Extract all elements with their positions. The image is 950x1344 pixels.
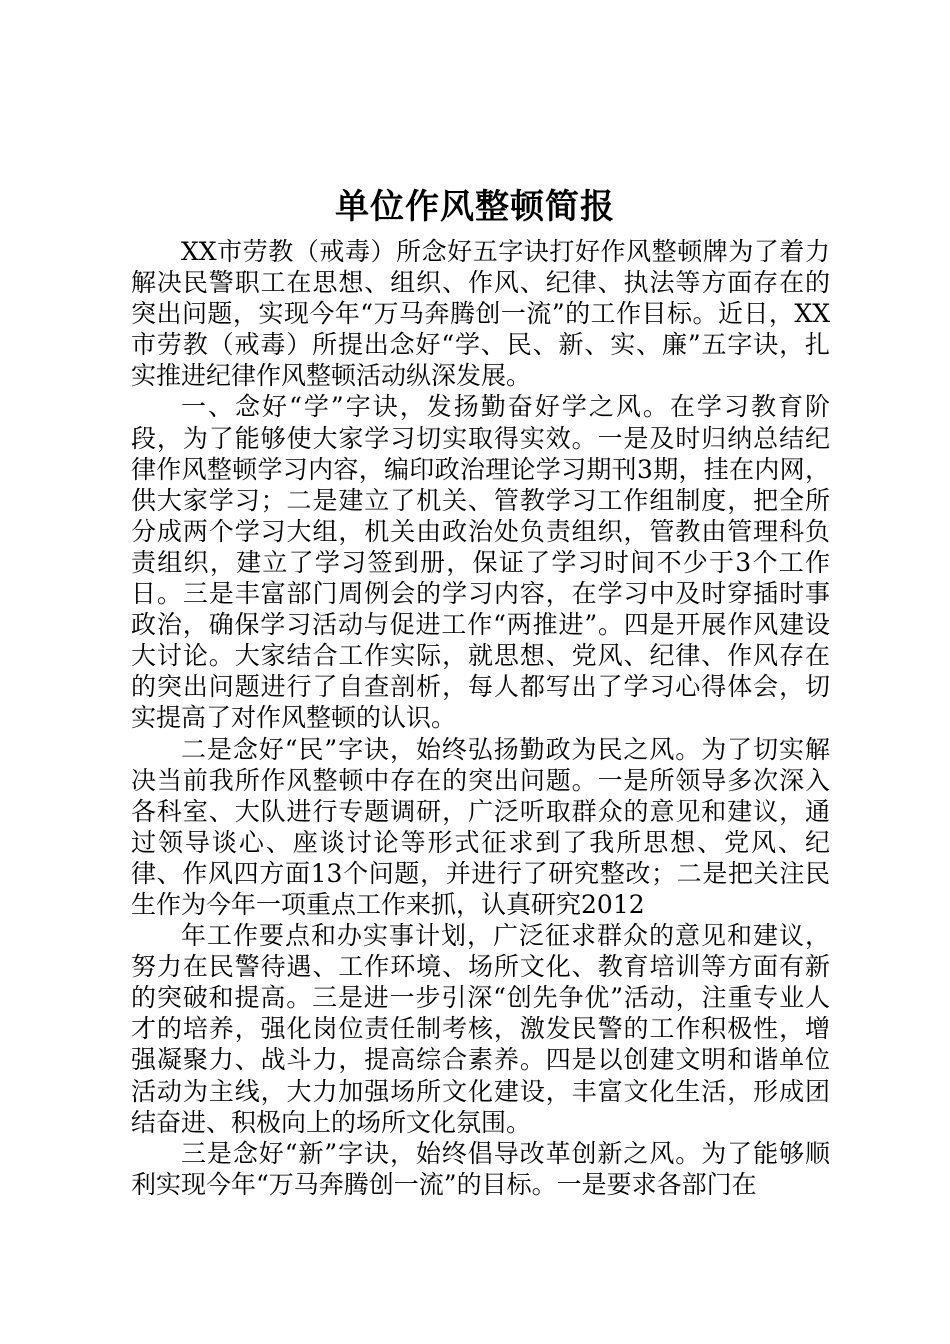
paragraph-innovation: 三是念好“新”字诀，始终倡导改革创新之风。为了能够顺利实现今年“万马奔腾创一流”的目标。一是要求各部门在 — [131, 1138, 830, 1199]
paragraph-study: 一、念好“学”字诀，发扬勤奋好学之风。在学习教育阶段，为了能够使大家学习切实取得实效。一是及时归纳总结纪律作风整顿学习内容，编印政治理论学习期刊3期，挂在内网，供大家学习；二是建立了机关、管教学习工作组制度，把全所分成两个学习大组，机关由政治处负责组织，管教由管理科负责组织，建立了学习签到册，保证了学习时间不少于3个工作日。三是丰富部门周例会的学习内容，在学习中及时穿插时事政治，确保学习活动与促进工作“两推进”。四是开展作风建设大讨论。大家结合工作实际，就思想、党风、纪律、作风存在的突出问题进行了自查剖析，每人都写出了学习心得体会，切实提高了对作风整顿的认识。 — [131, 392, 830, 733]
document-title: 单位作风整顿简报 — [335, 187, 615, 227]
paragraph-people-continued: 年工作要点和办实事计划，广泛征求群众的意见和建议，努力在民警待遇、工作环境、场所文化、教育培训等方面有新的突破和提高。三是进一步引深“创先争优”活动，注重专业人才的培养，强化岗位责任制考核，激发民警的工作积极性，增强凝聚力、战斗力，提高综合素养。四是以创建文明和谐单位活动为主线，大力加强场所文化建设，丰富文化生活，形成团结奋进、积极向上的场所文化氛围。 — [131, 921, 830, 1137]
document-body — [131, 236, 830, 1200]
paragraph-intro: XX市劳教（戒毒）所念好五字诀打好作风整顿牌为了着力解决民警职工在思想、组织、作风、纪律、执法等方面存在的突出问题，实现今年“万马奔腾创一流”的工作目标。近日，XX市劳教（戒毒）所提出念好“学、民、新、实、廉”五字诀，扎实推进纪律作风整顿活动纵深发展。 — [131, 237, 830, 391]
paragraph-people: 二是念好“民”字诀，始终弘扬勤政为民之风。为了切实解决当前我所作风整顿中存在的突出问题。一是所领导多次深入各科室、大队进行专题调研，广泛听取群众的意见和建议，通过领导谈心、座谈讨论等形式征求到了我所思想、党风、纪律、作风四方面13个问题，并进行了研究整改；二是把关注民生作为今年一项重点工作来抓，认真研究2012 — [131, 734, 830, 919]
